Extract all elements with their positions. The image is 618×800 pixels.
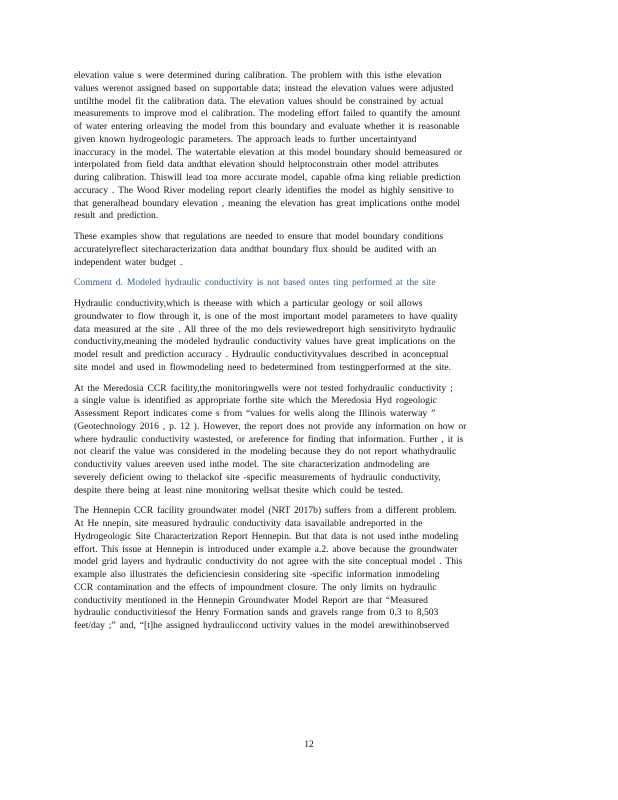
text-line: a single value is identified as appropriate forthe site which the Meredosia Hyd rogeologic (74, 395, 437, 407)
text-line: data measured at the site . All three of the mo dels reviewedreport high sensitivityto hydraulic (74, 323, 457, 335)
text-line: Hydrogeologic Site Characterization Report Hennepin. But that data is not used inthe modeling (74, 530, 459, 542)
text-line: example also illustrates the deficienciesin considering site -specific information inmodeling (74, 569, 440, 580)
text-line: elevation value s were determined during calibration. The problem with this isthe elevation (74, 70, 442, 81)
text-line: values werenot assigned based on supportable data; instead the elevation values were adjusted (74, 82, 454, 94)
paragraph-hydraulic-conductivity (74, 298, 542, 375)
text-line: feet/day ;” and, “[t]he assigned hydrauliccond uctivity values in the model arewithinobserved (74, 620, 450, 631)
text-line: groundwater to flow through it, is one of the most important model parameters to have quality (74, 310, 458, 322)
paragraph-hennepin (74, 505, 542, 633)
text-line: result and prediction. (74, 210, 159, 222)
text-line: inaccuracy in the model. The watertable elevation at this model boundary should bemeasured or (74, 146, 463, 158)
text-line: conductivity,meaning the modeled hydraulic conductivity values have great implications on the (74, 336, 456, 348)
document-page (74, 70, 542, 641)
text-line: measurements to improve mod el calibration. The modeling effort failed to quantify the amount (74, 108, 461, 120)
text-line: These examples show that regulations are needed to ensure that model boundary conditions (74, 231, 444, 242)
text-line: of water entering orleaving the model from this boundary and evaluate whether it is reasonable (74, 121, 460, 132)
text-line: effort. This issue at Hennepin is introduced under example a.2. above because the groundwater (74, 543, 458, 555)
text-line: accuratelyreflect sitecharacterization data andthat boundary flux should be audited with an (74, 243, 437, 255)
text-line: during calibration. Thiswill lead toa more accurate model, capable ofma king reliable prediction (74, 172, 461, 183)
text-line: site model and used in flowmodeling need to bedetermined from testingperformed at the site. (74, 361, 452, 373)
text-line: (Geotechnology 2016 , p. 12 ). However, the report does not provide any information on how or (74, 420, 467, 432)
text-line: The Hennepin CCR facility groundwater model (NRT 2017b) suffers from a different problem. (74, 505, 457, 517)
heading-line: Comment d. Modeled hydraulic conductivity is not based ontes ting performed at the site (74, 277, 436, 289)
paragraph-elevation (74, 70, 542, 223)
text-line: that generalhead boundary elevation , meaning the elevation has great implications onthe model (74, 197, 460, 209)
text-line: severely deficient owing to thelackof site -specific measurements of hydraulic conductivity, (74, 471, 441, 483)
page-number: 12 (304, 739, 314, 750)
comment-d-heading (74, 277, 542, 290)
text-line: conductivity values areeven used inthe model. The site characterization andmodeling are (74, 459, 430, 470)
text-line: given known hydrogeologic parameters. The approach leads to further uncertaintyand (74, 133, 417, 145)
text-line: Assessment Report indicates come s from “values for wells along the Illinois waterway ” (74, 408, 436, 419)
text-line: At He nnepin, site measured hydraulic conductivity data isavailable andreported in the (74, 518, 423, 529)
text-line: At the Meredosia CCR facility,the monitoringwells were not tested forhydraulic conductivity ; (74, 382, 453, 394)
text-line: interpolated from field data andthat elevation should helptoconstrain other model attributes (74, 159, 439, 171)
text-line: untilthe model fit the calibration data. The elevation values should be constrained by actual (74, 95, 444, 107)
text-line: despite there being at least nine monitoring wellsat thesite which could be tested. (74, 484, 403, 496)
text-line: conductivity mentioned in the Hennepin Groundwater Model Report are that “Measured (74, 594, 428, 606)
paragraph-regulations (74, 231, 542, 269)
text-line: model result and prediction accuracy . Hydraulic conductivityvalues described in aconceptual (74, 349, 449, 360)
text-line: CCR contamination and the effects of impoundment closure. The only limits on hydraulic (74, 581, 437, 593)
text-line: hydraulic conductivitiesof the Henry Formation sands and gravels range from 0.3 to 8,503 (74, 607, 439, 619)
text-line: accuracy . The Wood River modeling report clearly identifies the model as highly sensitive to (74, 184, 454, 196)
text-line: model grid layers and hydraulic conductivity do not agree with the site conceptual model . This (74, 556, 463, 568)
paragraph-meredosia (74, 383, 542, 498)
text-line: Hydraulic conductivity,which is theease with which a particular geology or soil allows (74, 298, 423, 309)
text-line: where hydraulic conductivity wastested, or areference for finding that information. Further , it is (74, 433, 464, 445)
text-line: independent water budget . (74, 256, 183, 268)
text-line: not clearif the value was considered in the modeling because they do not report whathydraulic (74, 446, 457, 458)
